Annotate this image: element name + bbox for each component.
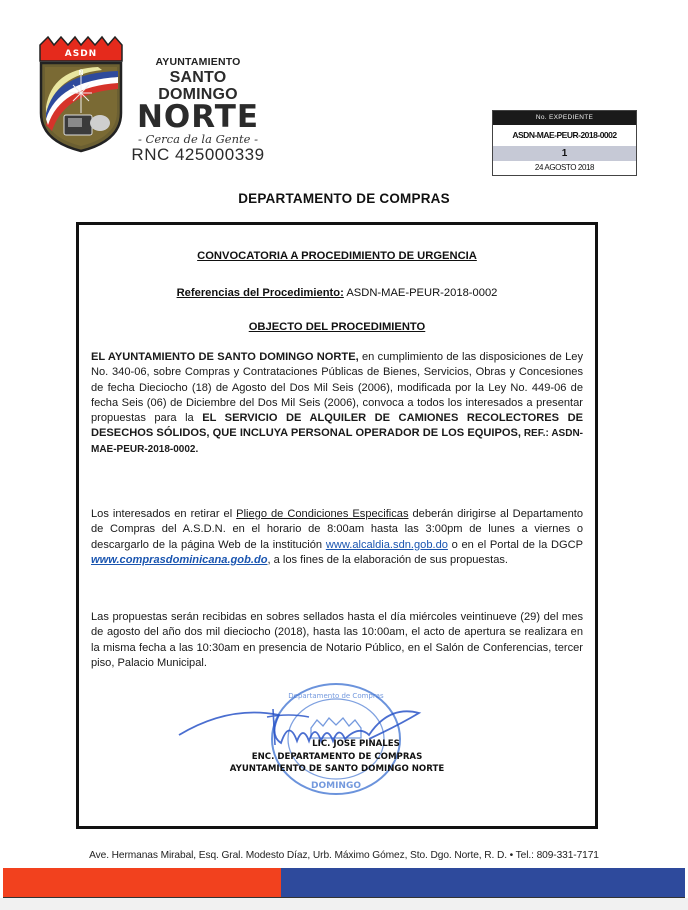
paragraph-convocation — [91, 350, 583, 457]
logo-wordmark — [128, 56, 268, 163]
notice-title: CONVOCATORIA A PROCEDIMIENTO DE URGENCIA — [197, 250, 477, 262]
org-line-3: NORTE — [136, 99, 260, 135]
expediente-label: No. EXPEDIENTE — [493, 111, 636, 125]
reference-label: Referencias del Procedimiento: — [176, 287, 344, 299]
svg-text:Departamento de Compras: Departamento de Compras — [288, 692, 384, 700]
service-reference: REF.: ASDN-MAE-PEUR-2018-0002. — [91, 428, 584, 455]
p1-text: en cumplimiento de las disposiciones de Ley No. 340-06, sobre Compras y Contrataciones Públicas de Bienes, Servicios, Obras y Concesiones de fecha Dieciocho (18) de Agosto del Dos Mil Seis (2006), modificada por la Ley No. 449-06 de fecha Seis (06) de Diciembre del Dos Mil Seis (2006), convoca a todos los interesados a presentar propuestas para la — [91, 351, 583, 425]
footer-red-bar — [3, 868, 281, 897]
pliego-link[interactable]: Pliego de Condiciones Especificas — [236, 508, 409, 520]
service-description: EL SERVICIO DE ALQUILER DE CAMIONES RECOLECTORES DE DESECHOS SÓLIDOS, QUE INCLUYA PERSONAL OPERADOR DE LOS EQUIPOS, — [91, 412, 583, 440]
paragraph-reception: Las propuestas serán recibidas en sobres sellados hasta el día miércoles veintinueve (29) del mes de agosto del año dos mil dieciocho (2018), hasta las 10:00am, el acto de apertura se realizara en la misma fecha a las 10:30am en presencia de Notario Público, en el Salón de Conferencias, tercer piso, Palacio Municipal. — [91, 611, 583, 669]
signature-block — [79, 738, 595, 776]
footer-blue-bar — [281, 868, 685, 897]
slogan: - Cerca de la Gente - — [138, 132, 258, 146]
compras-dominicana-link[interactable]: www.comprasdominicana.gob.do — [91, 553, 268, 566]
lead-bold: EL AYUNTAMIENTO DE SANTO DOMINGO NORTE, — [91, 351, 359, 363]
page-bottom-margin — [0, 898, 688, 910]
department-title: DEPARTAMENTO DE COMPRAS — [238, 191, 450, 206]
svg-text:ASDN: ASDN — [64, 49, 98, 59]
org-line-2: SANTO DOMINGO — [158, 69, 238, 103]
alcaldia-link[interactable]: www.alcaldia.sdn.gob.do — [325, 538, 448, 551]
expediente-number: ASDN-MAE-PEUR-2018-0002 — [512, 130, 617, 140]
signatory-role: ENC. DEPARTAMENTO DE COMPRAS — [251, 751, 423, 762]
rnc-number: RNC 425000339 — [131, 145, 265, 164]
p2-text-2: deberán dirigirse al Departamento de Compras del A.S.D.N. en el horario de 8:00am hasta las 3:00pm de lunes a viernes o descargarlo de la página Web de la institución — [91, 508, 583, 551]
expediente-page: 1 — [493, 146, 636, 161]
reference-value: ASDN-MAE-PEUR-2018-0002 — [343, 287, 498, 299]
expediente-date: 24 AGOSTO 2018 — [534, 163, 595, 172]
p2-text-4: , a los fines de la elaboración de sus propuestas. — [267, 553, 509, 566]
p2-text-1: Los interesados en retirar el — [91, 508, 237, 520]
signatory-name: LIC. JOSE PINALES — [312, 739, 400, 749]
signatory-org: AYUNTAMIENTO DE SANTO DOMINGO NORTE — [229, 764, 445, 774]
paragraph-pliego — [91, 507, 583, 568]
notice-frame — [76, 222, 598, 829]
svg-text:DOMINGO: DOMINGO — [311, 781, 361, 791]
object-title: OBJECTO DEL PROCEDIMIENTO — [248, 321, 426, 333]
expediente-box — [492, 110, 637, 176]
svg-text:N: N — [78, 69, 84, 77]
footer-address: Ave. Hermanas Mirabal, Esq. Gral. Modesto Díaz, Urb. Máximo Gómez, Sto. Dgo. Norte, R. D. • Tel.: 809-331-7171 — [89, 850, 599, 861]
p2-text-3: o en el Portal de la DGCP — [447, 538, 584, 551]
procedure-reference — [79, 287, 595, 299]
org-line-1: AYUNTAMIENTO — [155, 56, 241, 68]
asdn-logo-shield — [38, 35, 124, 153]
